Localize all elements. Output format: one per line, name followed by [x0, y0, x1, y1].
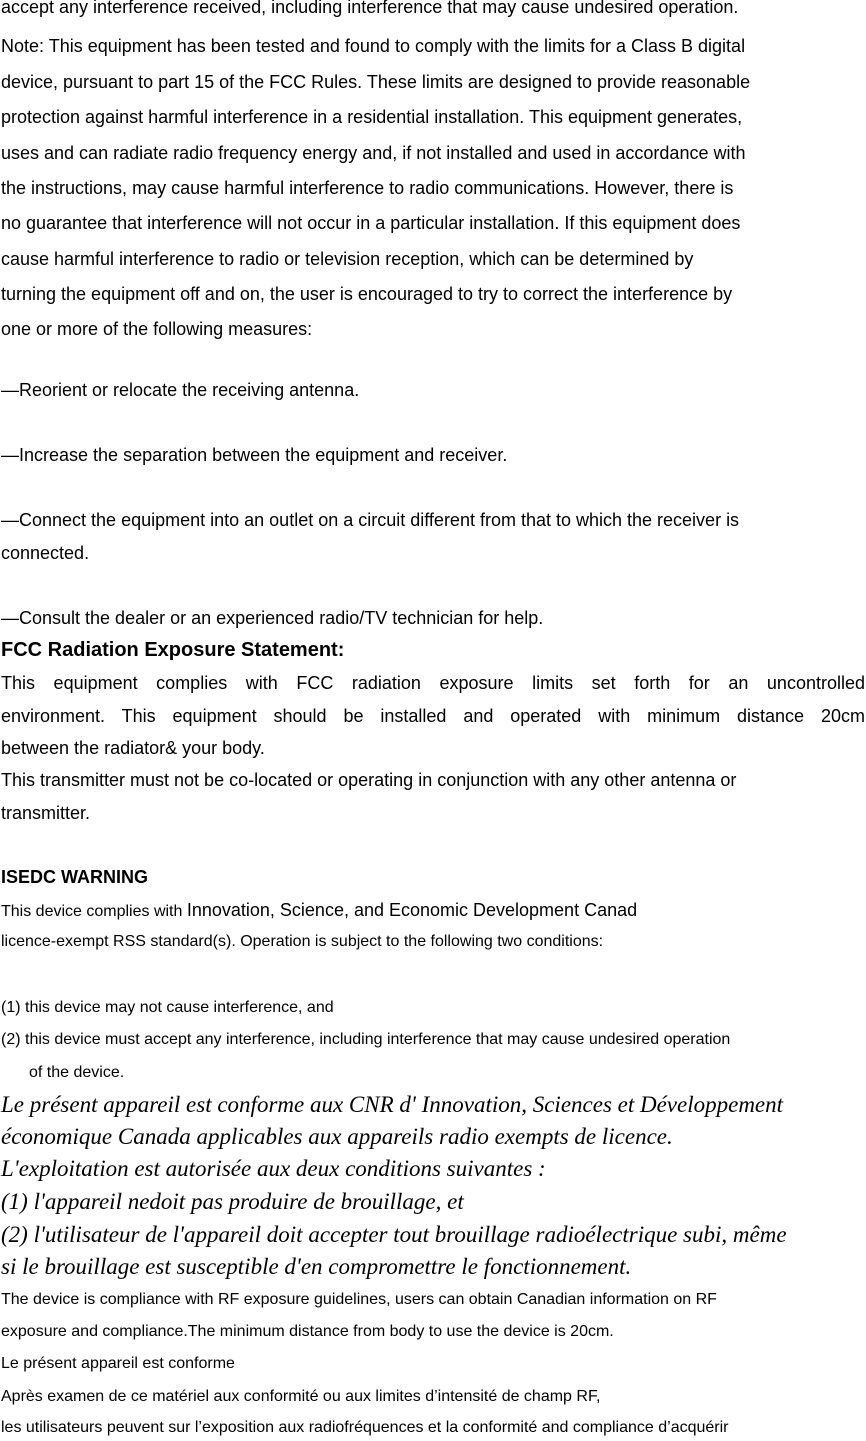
fcc-note-line: uses and can radiate radio frequency energy and, if not installed and used in accordance with — [1, 143, 746, 163]
fcc-note-line: device, pursuant to part 15 of the FCC Rules. These limits are designed to provide reasonable — [1, 72, 751, 92]
fcc-note-line: cause harmful interference to radio or television reception, which can be determined by — [1, 249, 694, 269]
fcc-note-line: the instructions, may cause harmful interference to radio communications. However, there is — [1, 178, 734, 198]
fcc-measure-item: —Consult the dealer or an experienced radio/TV technician for help. — [1, 608, 544, 628]
radiation-line: This transmitter must not be co-located or operating in conjunction with any other antenna or — [1, 770, 737, 790]
fcc-note-line: no guarantee that interference will not occur in a particular installation. If this equipment does — [1, 213, 741, 233]
isedc-rf-line: The device is compliance with RF exposure guidelines, users can obtain Canadian information on RF — [1, 1291, 717, 1308]
isedc-rf-line: Le présent appareil est conforme — [1, 1355, 235, 1372]
isedc-french-line: si le brouillage est susceptible d'en compromettre le fonctionnement. — [1, 1254, 632, 1279]
fcc-top-line: accept any interference received, including interference that may cause undesired operation. — [1, 0, 739, 17]
fcc-measure-item: connected. — [1, 543, 90, 563]
isedc-intro-line2: licence-exempt RSS standard(s). Operation is subject to the following two conditions: — [1, 933, 604, 950]
fcc-note-line: Note: This equipment has been tested and found to comply with the limits for a Class B digital — [1, 36, 746, 56]
radiation-heading: FCC Radiation Exposure Statement: — [1, 639, 345, 661]
radiation-line: between the radiator& your body. — [1, 738, 265, 758]
isedc-condition: of the device. — [29, 1064, 125, 1081]
isedc-intro-line — [1, 900, 637, 921]
isedc-french-line: (1) l'appareil nedoit pas produire de brouillage, et — [1, 1189, 464, 1214]
fcc-note-line: protection against harmful interference in a residential installation. This equipment generates, — [1, 107, 743, 127]
isedc-rf-line: Après examen de ce matériel aux conformité ou aux limites d’intensité de champ RF, — [1, 1388, 601, 1405]
fcc-measure-item: —Increase the separation between the equipment and receiver. — [1, 445, 508, 465]
isedc-intro-large: Innovation, Science, and Economic Development Canad — [186, 900, 638, 920]
isedc-french-line: (2) l'utilisateur de l'appareil doit accepter tout brouillage radioélectrique subi, même — [1, 1222, 787, 1247]
fcc-measure-item: —Reorient or relocate the receiving antenna. — [1, 380, 360, 400]
radiation-line: transmitter. — [1, 803, 91, 823]
radiation-line: This equipment complies with FCC radiation exposure limits set forth for an uncontrolled — [1, 673, 865, 693]
radiation-line: environment. This equipment should be installed and operated with minimum distance 20cm — [1, 706, 865, 726]
isedc-rf-line: les utilisateurs peuvent sur l’exposition aux radiofréquences et la conformité and compliance d’acquérir — [1, 1419, 729, 1436]
isedc-rf-line: exposure and compliance.The minimum distance from body to use the device is 20cm. — [1, 1323, 614, 1340]
isedc-condition: (2) this device must accept any interference, including interference that may cause undesired operation — [1, 1031, 731, 1048]
isedc-french-line: économique Canada applicables aux appareils radio exempts de licence. — [1, 1124, 673, 1149]
isedc-intro-small: This device complies with — [1, 903, 187, 920]
isedc-french-line: Le présent appareil est conforme aux CNR d' Innovation, Sciences et Développement — [1, 1092, 784, 1117]
fcc-note-line: turning the equipment off and on, the user is encouraged to try to correct the interference by — [1, 284, 733, 304]
fcc-measure-item: —Connect the equipment into an outlet on a circuit different from that to which the receiver is — [1, 510, 740, 530]
fcc-note-line: one or more of the following measures: — [1, 319, 313, 339]
isedc-heading: ISEDC WARNING — [1, 867, 149, 887]
isedc-french-line: L'exploitation est autorisée aux deux conditions suivantes : — [1, 1156, 546, 1181]
isedc-condition: (1) this device may not cause interference, and — [1, 999, 334, 1016]
